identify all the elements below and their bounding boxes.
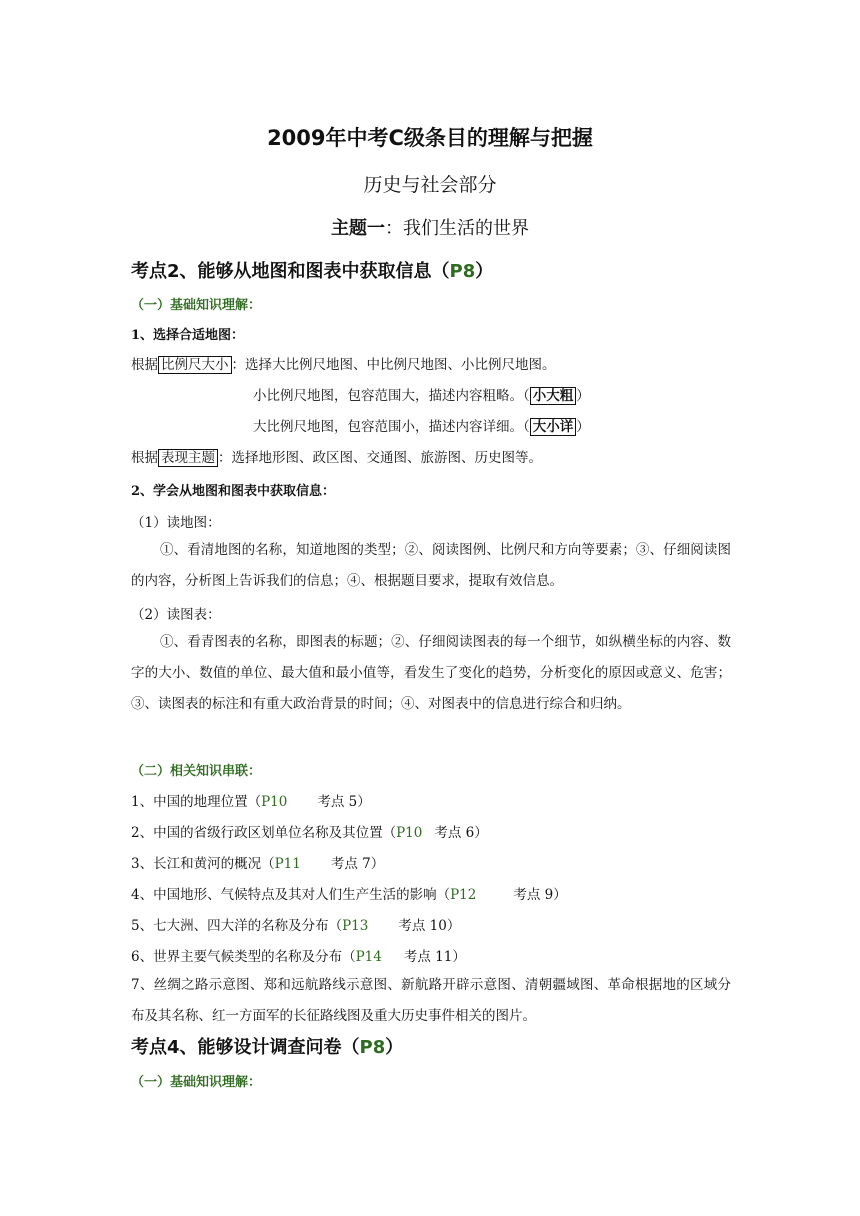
related-page: P12 xyxy=(450,887,477,903)
kaodian4-page: P8 xyxy=(359,1037,386,1058)
small-scale-box: 小大粗 xyxy=(530,387,577,405)
related-item xyxy=(131,821,488,841)
kaodian2-text: 考点2、能够从地图和图表中获取信息（ xyxy=(131,261,450,282)
related-kaodian: 考点 7） xyxy=(330,856,385,872)
related-text: 5、七大洲、四大洋的名称及分布（ xyxy=(131,918,343,934)
theme-map-line xyxy=(131,446,542,466)
theme-map-box: 表现主题 xyxy=(158,449,218,467)
theme-text: ：我们生活的世界 xyxy=(385,218,529,239)
kaodian4-close: ） xyxy=(385,1037,404,1058)
large-scale-line xyxy=(253,415,590,435)
related-page: P14 xyxy=(355,949,382,965)
large-scale-close: ） xyxy=(576,419,590,435)
theme-map-rest: ：选择地形图、政区图、交通图、旅游图、历史图等。 xyxy=(218,450,542,466)
related-item xyxy=(131,883,567,903)
document-title: 2009年中考C级条目的理解与把握 xyxy=(267,126,593,150)
read-map-paragraph: ①、看清地图的名称，知道地图的类型；②、阅读图例、比例尺和方向等要素；③、仔细阅读图的内容，分析图上告诉我们的信息；④、根据题目要求，提取有效信息。 xyxy=(131,542,731,589)
kaodian2-page: P8 xyxy=(449,261,476,282)
related-kaodian: 考点 6） xyxy=(434,825,488,841)
large-scale-box: 大小详 xyxy=(530,418,577,436)
related-item xyxy=(131,852,384,872)
related-page: P11 xyxy=(274,856,301,872)
section2-heading: （二）相关知识串联： xyxy=(131,764,262,779)
kaodian2-close: ） xyxy=(475,261,494,282)
small-scale-close: ） xyxy=(576,388,590,404)
scale-line xyxy=(131,353,556,373)
kaodian2-heading xyxy=(131,257,493,283)
read-chart-label: （2）读图表： xyxy=(131,607,221,623)
related-kaodian: 考点 9） xyxy=(513,887,567,903)
large-scale-text: 大比例尺地图，包容范围小，描述内容详细。（ xyxy=(253,419,530,435)
related-kaodian: 考点 5） xyxy=(317,794,371,810)
kaodian4-text: 考点4、能够设计调查问卷（ xyxy=(131,1037,360,1058)
related-text: 3、长江和黄河的概况（ xyxy=(131,856,275,872)
document-subtitle: 历史与社会部分 xyxy=(363,174,497,196)
related-text: 6、世界主要气候类型的名称及分布（ xyxy=(131,949,356,965)
related-page: P13 xyxy=(342,918,369,934)
related-item-7: 7、丝绸之路示意图、郑和远航路线示意图、新航路开辟示意图、清朝疆域图、革命根据地的区域分布及其名称、红一方面军的长征路线图及重大历史事件相关的图片。 xyxy=(131,977,731,1024)
scale-box: 比例尺大小 xyxy=(158,356,232,374)
section3-heading: （一）基础知识理解： xyxy=(131,1075,262,1090)
related-text: 1、中国的地理位置（ xyxy=(131,794,262,810)
read-map-label: （1）读地图： xyxy=(131,515,221,531)
scale-prefix: 根据 xyxy=(131,357,158,373)
related-item xyxy=(131,914,460,934)
related-kaodian: 考点 11） xyxy=(403,949,466,965)
related-item xyxy=(131,790,371,810)
related-page: P10 xyxy=(396,825,423,841)
read-chart-paragraph: ①、看青图表的名称，即图表的标题；②、仔细阅读图表的每一个细节，如纵横坐标的内容、数字的大小、数值的单位、最大值和最小值等，看发生了变化的趋势，分析变化的原因或意义、危害；③、读图表的标注和有重大政治背景的时间；④、对图表中的信息进行综合和归纳。 xyxy=(131,634,731,712)
related-text: 2、中国的省级行政区划单位名称及其位置（ xyxy=(131,825,397,841)
related-item xyxy=(131,945,466,965)
theme-heading xyxy=(0,214,860,240)
small-scale-line xyxy=(253,384,590,404)
section1-heading: （一）基础知识理解： xyxy=(131,298,262,313)
related-text: 4、中国地形、气候特点及其对人们生产生活的影响（ xyxy=(131,887,451,903)
theme-map-prefix: 根据 xyxy=(131,450,158,466)
small-scale-text: 小比例尺地图，包容范围大，描述内容粗略。（ xyxy=(253,388,530,404)
kaodian4-heading xyxy=(131,1033,403,1059)
item1-heading: 1、选择合适地图： xyxy=(131,328,245,343)
item2-heading: 2、学会从地图和图表中获取信息： xyxy=(131,484,336,499)
scale-rest: ：选择大比例尺地图、中比例尺地图、小比例尺地图。 xyxy=(231,357,556,373)
related-page: P10 xyxy=(261,794,288,810)
theme-label: 主题一 xyxy=(331,218,385,239)
related-kaodian: 考点 10） xyxy=(398,918,461,934)
